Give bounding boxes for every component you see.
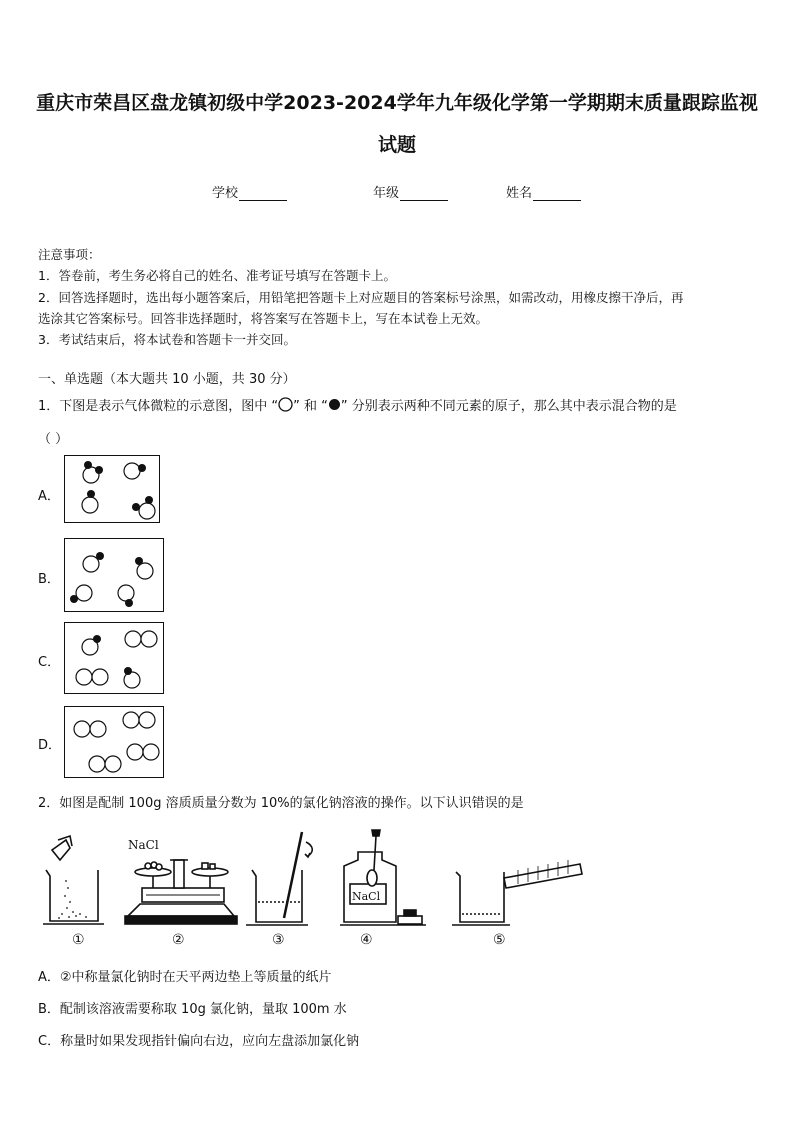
q2-option-c[interactable]: C．称量时如果发现指针偏向右边，应向左盘添加氯化钠 [38, 1034, 360, 1049]
falling-crystals [58, 880, 87, 919]
q1-answer-paren: （ ） [38, 432, 69, 447]
notes-item-3: 3．考试结束后，将本试卷和答题卡一并交回。 [38, 332, 296, 348]
beaker-stirring [246, 832, 312, 925]
step-4-number: ④ [360, 932, 373, 948]
balance-scale [125, 860, 237, 924]
black-atom [132, 503, 140, 511]
molecule-diagram-d [65, 707, 165, 779]
notes-item-2b: 选涂其它答案标号。回答非选择题时，将答案写在答题卡上，写在本试卷上无效。 [38, 310, 489, 326]
white-atom [76, 585, 92, 601]
balance-nacl-label: NaCl [128, 838, 159, 852]
notes-item-1: 1．答卷前，考生务必将自己的姓名、准考证号填写在答题卡上。 [38, 268, 396, 284]
name-label: 姓名 [506, 186, 533, 201]
q1-stem-c: ” 分别表示两种不同元素的原子，那么其中表示混合物的是 [340, 399, 677, 414]
black-atom [135, 557, 143, 565]
title-line-1: 重庆市荣昌区盘龙镇初级中学2023-2024学年九年级化学第一学期期末质量跟踪监视 [36, 92, 758, 114]
beaker-pouring-solid [43, 836, 104, 924]
white-atom [125, 631, 141, 647]
black-atom [95, 466, 103, 474]
open-circle-icon [278, 397, 293, 412]
q1-stem-a: 1．下图是表示气体微粒的示意图，图中 “ [38, 399, 279, 414]
q1-stem [38, 395, 677, 414]
white-atom [137, 563, 153, 579]
white-atom [92, 669, 108, 685]
filled-circle-icon [328, 398, 341, 411]
white-atom [141, 631, 157, 647]
q1-option-c-label[interactable]: C． [38, 655, 61, 670]
lab-operations-illustration [40, 826, 600, 936]
white-atom [76, 669, 92, 685]
q1-option-a-diagram[interactable] [64, 455, 160, 523]
school-blank[interactable] [239, 186, 287, 201]
white-atom [82, 497, 98, 513]
q2-lab-figure [40, 826, 600, 948]
beaker-and-cylinder [452, 860, 582, 925]
white-atom [105, 756, 121, 772]
black-atom [93, 635, 101, 643]
reagent-bottle-nacl [340, 830, 426, 925]
black-atom [145, 496, 153, 504]
molecule-diagram-c [65, 623, 165, 695]
q1-stem-b: ” 和 “ [293, 399, 328, 414]
molecule-diagram-b [65, 539, 165, 613]
q1-option-d-label[interactable]: D． [38, 738, 62, 753]
school-field [212, 182, 287, 201]
black-atom [87, 490, 95, 498]
white-atom [124, 463, 140, 479]
black-atom [70, 595, 78, 603]
step-1-number: ① [72, 932, 85, 948]
section-heading: 一、单选题（本大题共 10 小题，共 30 分） [38, 372, 296, 387]
black-atom [96, 552, 104, 560]
step-3-number: ③ [272, 932, 285, 948]
white-atom [139, 712, 155, 728]
name-field [506, 182, 581, 201]
notes-section [38, 244, 760, 350]
step-2-number: ② [172, 932, 185, 948]
white-atom [123, 712, 139, 728]
q2-option-a[interactable]: A．②中称量氯化钠时在天平两边垫上等质量的纸片 [38, 970, 332, 985]
grade-field [373, 182, 448, 201]
black-atom [84, 461, 92, 469]
grade-label: 年级 [373, 186, 400, 201]
school-label: 学校 [212, 186, 239, 201]
black-atom [138, 464, 146, 472]
name-blank[interactable] [533, 186, 581, 201]
q2-stem: 2．如图是配制 100g 溶质质量分数为 10%的氯化钠溶液的操作。以下认识错误的是 [38, 796, 524, 811]
white-atom [90, 721, 106, 737]
q1-option-c-diagram[interactable] [64, 622, 164, 694]
step-5-number: ⑤ [493, 932, 506, 948]
black-atom [125, 599, 133, 607]
q2-option-b[interactable]: B．配制该溶液需要称取 10g 氯化钠，量取 100m 水 [38, 1002, 347, 1017]
white-atom [139, 503, 155, 519]
grade-blank[interactable] [400, 186, 448, 201]
q1-option-b-label[interactable]: B． [38, 572, 60, 587]
notes-item-2a: 2．回答选择题时，选出每小题答案后，用铅笔把答题卡上对应题目的答案标号涂黑，如需改动，用橡皮擦干净后，再 [38, 289, 684, 305]
molecule-diagram-a [65, 456, 161, 524]
white-atom [127, 744, 143, 760]
white-atom [89, 756, 105, 772]
bottle-nacl-label: NaCl [352, 890, 381, 903]
notes-heading: 注意事项： [38, 247, 101, 262]
q1-option-b-diagram[interactable] [64, 538, 164, 612]
white-atom [118, 585, 134, 601]
black-atom [124, 667, 132, 675]
white-atom [83, 556, 99, 572]
title-line-2: 试题 [377, 134, 416, 156]
q1-option-d-diagram[interactable] [64, 706, 164, 778]
white-atom [74, 721, 90, 737]
white-atom [143, 744, 159, 760]
q1-option-a-label[interactable]: A． [38, 489, 60, 504]
